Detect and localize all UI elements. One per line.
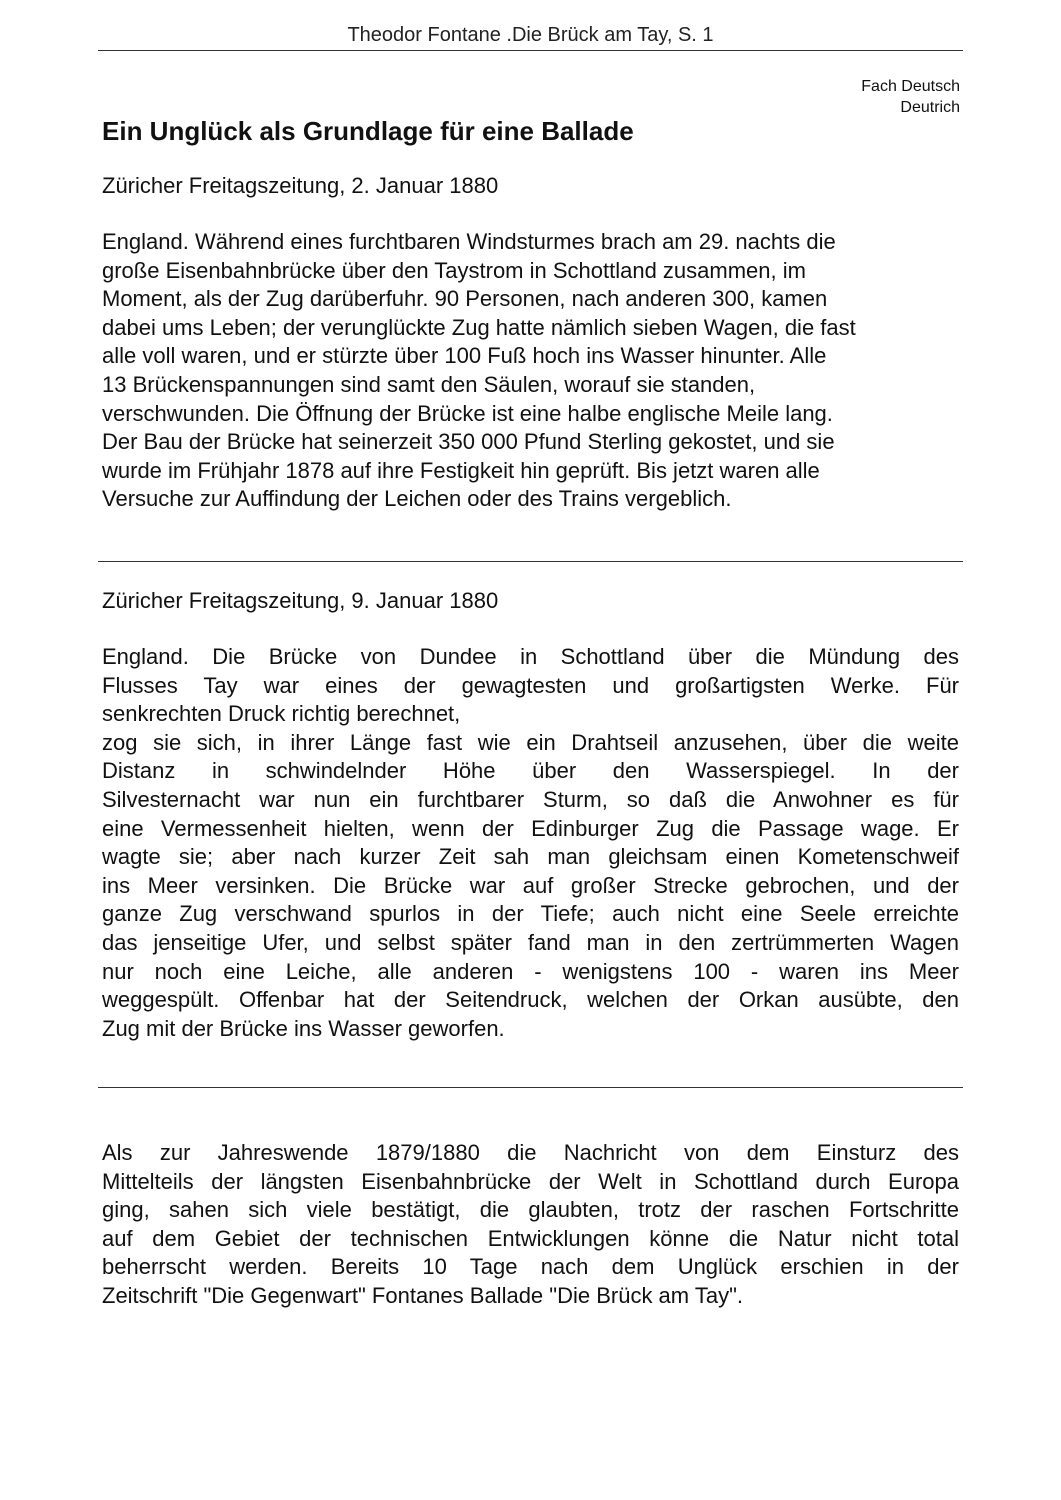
article2-line: zog sie sich, in ihrer Länge fast wie ein Drahtseil anzusehen, über die weite [102, 729, 959, 755]
article2-line: Flusses Tay war eines der gewagtesten und großartigsten Werke. Für [102, 672, 959, 698]
article1-line: verschwunden. Die Öffnung der Brücke ist eine halbe englische Meile lang. [102, 400, 833, 426]
article1-line: Versuche zur Auffindung der Leichen oder des Trains vergeblich. [102, 486, 732, 512]
article2-line: senkrechten Druck richtig berechnet, [102, 701, 461, 727]
article2-line: Zug mit der Brücke ins Wasser geworfen. [102, 1015, 505, 1041]
article1-line: dabei ums Leben; der verunglückte Zug hatte nämlich sieben Wagen, die fast [102, 314, 856, 340]
intro-line: Als zur Jahreswende 1879/1880 die Nachricht von dem Einsturz des [102, 1140, 959, 1165]
section-divider [98, 561, 963, 562]
intro-line: auf dem Gebiet der technischen Entwicklungen könne die Natur nicht total [102, 1225, 959, 1251]
article1-line: England. Während eines furchtbaren Windsturmes brach am 29. nachts die [102, 229, 836, 254]
intro-line: beherrscht werden. Bereits 10 Tage nach dem Unglück erschien in der [102, 1254, 959, 1280]
article1-source: Züricher Freitagszeitung, 2. Januar 1880 [102, 173, 499, 198]
header-rule [98, 50, 963, 51]
article1-line: 13 Brückenspannungen sind samt den Säulen, worauf sie standen, [102, 371, 756, 397]
article2-line: nur noch eine Leiche, alle anderen - wenigstens 100 - waren ins Meer [102, 958, 959, 984]
intro-body [102, 1139, 959, 1311]
article2-line: ganze Zug verschwand spurlos in der Tiefe; auch nicht eine Seele erreichte [102, 901, 959, 927]
document-meta [861, 76, 960, 118]
article1-line: Moment, als der Zug darüberfuhr. 90 Personen, nach anderen 300, kamen [102, 286, 828, 312]
running-header: Theodor Fontane .Die Brück am Tay, S. 1 [347, 24, 714, 46]
article1-body [102, 228, 959, 514]
article2-line: weggespült. Offenbar hat der Seitendruck, welchen der Orkan ausübte, den [102, 987, 959, 1013]
article2-line: Silvesternacht war nun ein furchtbarer Sturm, so daß die Anwohner es für [102, 786, 959, 812]
article1-line: wurde im Frühjahr 1878 auf ihre Festigkeit hin geprüft. Bis jetzt waren alle [102, 457, 820, 483]
article1-line: Der Bau der Brücke hat seinerzeit 350 000 Pfund Sterling gekostet, und sie [102, 429, 835, 455]
intro-line: Mittelteils der längsten Eisenbahnbrücke der Welt in Schottland durch Europa [102, 1168, 959, 1194]
section-divider [98, 1087, 963, 1088]
page-title: Ein Unglück als Grundlage für eine Ballade [102, 116, 634, 146]
article2-source: Züricher Freitagszeitung, 9. Januar 1880 [102, 588, 499, 613]
article2-line: ins Meer versinken. Die Brücke war auf großer Strecke gebrochen, und der [102, 872, 959, 898]
article2-line: Distanz in schwindelnder Höhe über den Wasserspiegel. In der [102, 758, 959, 784]
article2-line: eine Vermessenheit hielten, wenn der Edinburger Zug die Passage wage. Er [102, 815, 959, 841]
author-label: Deutrich [900, 99, 960, 116]
article2-line: wagte sie; aber nach kurzer Zeit sah man gleichsam einen Kometenschweif [102, 844, 959, 870]
article1-line: große Eisenbahnbrücke über den Taystrom in Schottland zusammen, im [102, 257, 806, 283]
subject-label: Fach Deutsch [861, 78, 960, 95]
article2-line: das jenseitige Ufer, und selbst später fand man in den zertrümmerten Wagen [102, 929, 959, 955]
article2-line: England. Die Brücke von Dundee in Schottland über die Mündung des [102, 644, 959, 669]
intro-line: Zeitschrift "Die Gegenwart" Fontanes Ballade "Die Brück am Tay". [102, 1282, 743, 1308]
intro-line: ging, sahen sich viele bestätigt, die glaubten, trotz der raschen Fortschritte [102, 1197, 959, 1223]
article2-body [102, 643, 959, 1043]
article1-line: alle voll waren, und er stürzte über 100 Fuß hoch ins Wasser hinunter. Alle [102, 343, 827, 369]
